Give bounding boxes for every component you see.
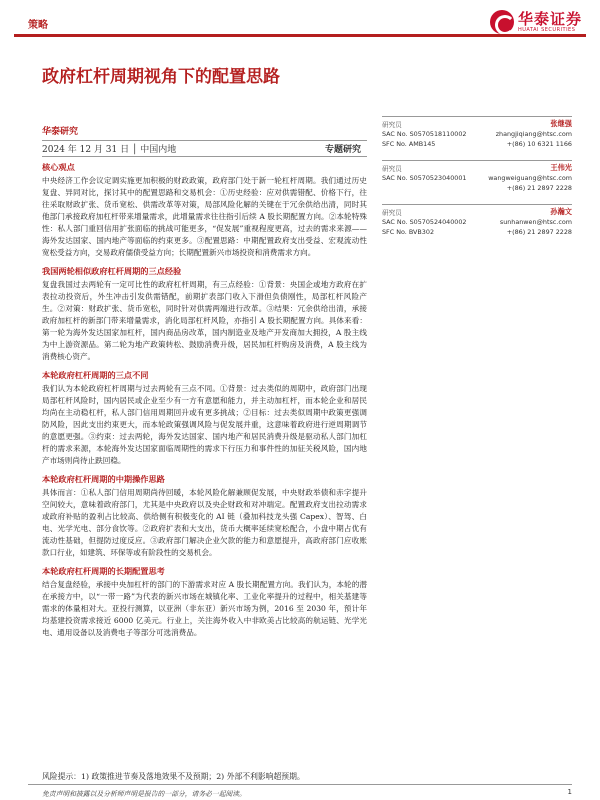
analyst-email[interactable]: zhangjiqiang@htsc.com bbox=[495, 130, 572, 138]
series-label: 华泰研究 bbox=[42, 127, 79, 137]
section-heading: 本轮政府杠杆周期的长期配置思考 bbox=[42, 566, 165, 576]
section-differences bbox=[42, 370, 367, 467]
analyst-phone: +(86) 21 2897 2228 bbox=[506, 228, 572, 236]
section-mid-term bbox=[42, 474, 367, 559]
analyst-phone: +(86) 10 6321 1166 bbox=[506, 140, 572, 148]
section-core-view bbox=[42, 162, 367, 259]
date-region: 2024 年 12 月 31 日 │ 中国内地 bbox=[42, 145, 177, 155]
section-body: 复盘我国过去两轮有一定可比性的政府杠杆周期，有三点经验：①背景：央国企或地方政府在扩表拉动投资后，外生冲击引发供需错配，前期扩表部门收入下滑但负债刚性，局部杠杆风险产生。②对策：财政扩张、货币宽松，同时针对供需两端进行改革。③结果：冗余供给出清，承接政府加杠杆的新部门带来增量需求，消化局部杠杆风险，亦指引 A 股长期配置方向。具体来看：第一轮为海外发达国家加杠杆，国内商品房改革，国内制造业及地产开发商加大拥投，A 股主线为中上游资源品。第二轮为地产政策转松、鼓励消费升级，居民加杠杆购房及消费，A 股主线为消费核心资产。 bbox=[42, 280, 367, 361]
analyst-card bbox=[382, 160, 572, 200]
meta-divider-top bbox=[42, 140, 367, 141]
section-body: 结合复盘经验，承接中央加杠杆的部门的下游需求对应 A 股长期配置方向。我们认为，本轮的潜在承接方中，以“一带一路”为代表的新兴市场在城镇化率、工业化率提升的过程中，相关基建等需求的体量相对大。亚投行测算，以亚洲（非东亚）新兴市场为例，2016 至 2030 年，预计年均基建投资需求接近 6000 亿美元。行业上，关注海外收入中非欧美占比较高的航运链、光学光电、通用设备以及消费电子等部分可选消费品。 bbox=[42, 580, 367, 637]
analyst-email[interactable]: sunhanwen@htsc.com bbox=[499, 218, 572, 226]
analyst-sac: SAC No. S0570523040001 bbox=[382, 174, 467, 182]
page-number: 1 bbox=[567, 788, 572, 796]
report-type: 专题研究 bbox=[325, 145, 362, 155]
analyst-sfc: SFC No. BVB302 bbox=[382, 228, 435, 236]
footer-divider bbox=[28, 784, 572, 785]
section-body: 具体而言：①私人部门信用周期尚待回暖，本轮风险化解兼顾促发展，中央财政举债和赤字提升空间较大，意味着政府部门，尤其是中央政府以及央企财政和对冲端定。配置政府支出拉动需求或政府补贴的盈利占比较高、供给侧有积极变化的 AI 链（叠加科技龙头强 Capex）、智驾、白电、光学光电、部分食饮等。②政府扩表和大支出，货币大概率延续宽松配合，小盘中期占优有流动性基础，但提防过度反应。③政府部门解决企业欠款的能力和意愿提升，高政府部门应收账款口行业，如建筑、环保等或有阶段性的交易机会。 bbox=[42, 488, 367, 557]
analyst-name: 孙瀚文 bbox=[550, 207, 572, 216]
analyst-phone: +(86) 21 2897 2228 bbox=[506, 184, 572, 192]
main-content bbox=[42, 162, 367, 646]
analyst-sfc: SFC No. AMB145 bbox=[382, 140, 436, 148]
section-body: 我们认为本轮政府杠杆周期与过去两轮有三点不同。①背景：过去类似的周期中，政府部门出现局部杠杆风险时，国内居民或企业至少有一方有意愿和能力，并主动加杠杆，而本轮企业和居民均尚在主动稳杠杆，私人部门信用周期回升或有更多挑战；②目标：过去类似周期中政策更强调防风险，因此支出约束更大，而本轮政策强调风险与促发展并重，这意味着政府进行逆周期调节的意愿更强。③约束：过去两轮，海外发达国家、国内地产和居民消费升级是驱动私人部门加杠杆的需求来源，本轮海外发达国家面临周期性的需求下行压力和事件性的加征关税风险，国内地产市场则尚待止跌回稳。 bbox=[42, 384, 367, 465]
analyst-name: 张继强 bbox=[550, 119, 572, 128]
section-long-term bbox=[42, 566, 367, 639]
meta-divider-bottom bbox=[42, 156, 367, 157]
section-heading: 本轮政府杠杆周期的中期操作思路 bbox=[42, 474, 165, 484]
company-logo bbox=[490, 8, 582, 36]
risk-warning: 风险提示：1) 政策推进节奏及落地效果不及预期；2) 外部不利影响超预期。 bbox=[42, 772, 305, 781]
section-experience bbox=[42, 266, 367, 363]
analyst-role: 研究员 bbox=[382, 165, 402, 173]
analyst-card bbox=[382, 116, 572, 156]
section-heading: 我国两轮相似政府杠杆周期的三点经验 bbox=[42, 266, 182, 276]
footer-disclaimer: 免责声明和披露以及分析师声明是报告的一部分，请务必一起阅读。 bbox=[42, 790, 246, 798]
logo-en-text: HUATAI SECURITIES bbox=[517, 27, 576, 33]
analyst-email[interactable]: wangweiguang@htsc.com bbox=[488, 174, 572, 182]
section-heading: 核心观点 bbox=[42, 162, 75, 172]
analyst-sac: SAC No. S0570524040002 bbox=[382, 218, 467, 226]
analyst-role: 研究员 bbox=[382, 209, 402, 217]
category-label: 策略 bbox=[28, 20, 48, 31]
section-heading: 本轮政府杠杆周期的三点不同 bbox=[42, 370, 149, 380]
analyst-sac: SAC No. S0570518110002 bbox=[382, 130, 467, 138]
section-body: 中央经济工作会议定调实施更加积极的财政政策，政府部门处于新一轮杠杆周期。我们通过历史复盘、异同对比，探讨其中的配置思路和交易机会：①历史经验：应对供需错配、价格下行，往往采取财政扩张、货币宽松、供需改革等对策，局部风险化解的关键在于冗余供给出清，同时其他部门承接政府加杠杆带来增量需求，此增量需求往往指引后续 A 股长期配置方向。②本轮特殊性：私人部门重回信用扩张面临的挑战可能更多，“促发展”重视程度更高，过去的需求来源——海外发达国家、国内地产等面临的约束更多。③配置思路：中期配置政府支出受益、宏观流动性宽松受益方向，交易政府儒债受益方向；长期配置新兴市场投资和消费需求方向。 bbox=[42, 176, 367, 257]
report-title: 政府杠杆周期视角下的配置思路 bbox=[42, 67, 280, 87]
analyst-card bbox=[382, 204, 572, 244]
logo-cn-text: 华泰证券 bbox=[517, 10, 582, 28]
analyst-sidebar bbox=[382, 116, 572, 248]
analyst-name: 王伟光 bbox=[550, 163, 572, 172]
header-divider bbox=[14, 34, 586, 37]
analyst-role: 研究员 bbox=[382, 121, 402, 129]
logo-icon bbox=[490, 10, 514, 34]
